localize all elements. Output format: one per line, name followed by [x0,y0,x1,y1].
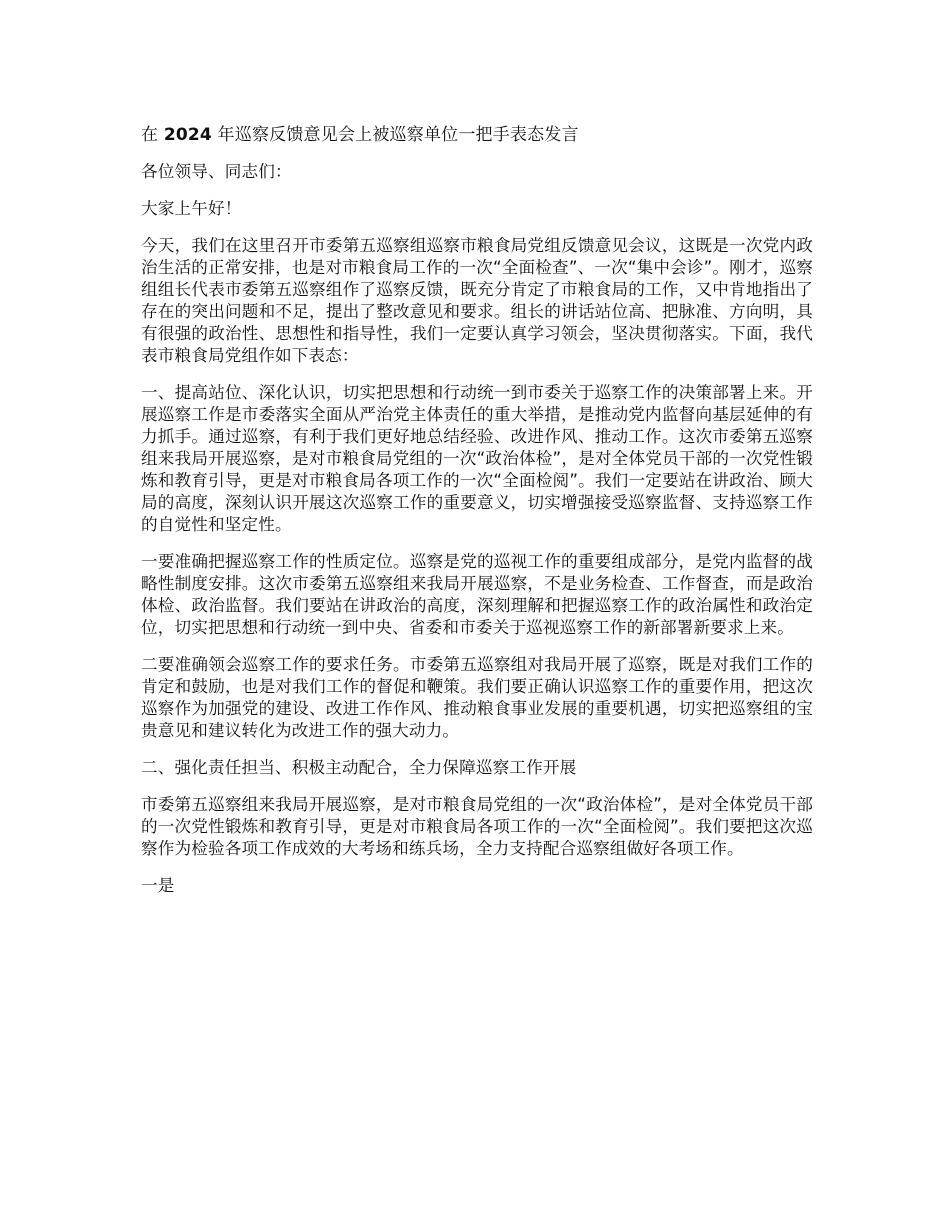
trailing-fragment: 一是 [141,876,175,895]
section-two-heading: 二、强化责任担当、积极主动配合，全力保障巡察工作开展 [141,758,577,777]
point-two-paragraph: 二要准确领会巡察工作的要求任务。市委第五巡察组对我局开展了巡察，既是对我们工作的肯定和鼓励，也是对我们工作的督促和鞭策。我们要正确认识巡察工作的重要作用，把这次巡察作为加强党的建设、改进工作作风、推动粮食事业发展的重要机遇，切实把巡察组的宝贵意见和建议转化为改进工作的强大动力。 [141,655,813,740]
point-one-paragraph: 一要准确把握巡察工作的性质定位。巡察是党的巡视工作的重要组成部分，是党内监督的战略性制度安排。这次市委第五巡察组来我局开展巡察，不是业务检查、工作督查，而是政治体检、政治监督。我们要站在讲政治的高度，深刻理解和把握巡察工作的政治属性和政治定位，切实把思想和行动统一到中央、省委和市委关于巡视巡察工作的新部署新要求上来。 [141,552,813,637]
document-page [141,120,813,897]
title-year: 2024 [163,125,212,145]
greeting: 大家上午好！ [141,199,242,218]
section-two-paragraph: 市委第五巡察组来我局开展巡察，是对市粮食局党组的一次“政治体检”，是对全体党员干部的一次党性锻炼和教育引导，更是对市粮食局各项工作的一次“全面检阅”。我们要把这次巡察作为检验各项工作成效的大考场和练兵场，全力支持配合巡察组做好各项工作。 [141,795,813,858]
salutation: 各位领导、同志们： [141,162,292,181]
title-rest: 年巡察反馈意见会上被巡察单位一把手表态发言 [217,125,579,145]
document-title [141,124,813,146]
title-prefix: 在 [141,125,159,145]
section-one-paragraph: 一、提高站位、深化认识，切实把思想和行动统一到市委关于巡察工作的决策部署上来。开展巡察工作是市委落实全面从严治党主体责任的重大举措，是推动党内监督向基层延伸的有力抓手。通过巡察，有利于我们更好地总结经验、改进作风、推动工作。这次市委第五巡察组来我局开展巡察，是对市粮食局党组的一次“政治体检”，是对全体党员干部的一次党性锻炼和教育引导，更是对市粮食局各项工作的一次“全面检阅”。我们一定要站在讲政治、顾大局的高度，深刻认识开展这次巡察工作的重要意义，切实增强接受巡察监督、支持巡察工作的自觉性和坚定性。 [141,383,813,534]
intro-paragraph: 今天，我们在这里召开市委第五巡察组巡察市粮食局党组反馈意见会议，这既是一次党内政治生活的正常安排，也是对市粮食局工作的一次“全面检查”、一次“集中会诊”。刚才，巡察组组长代表市委第五巡察组作了巡察反馈，既充分肯定了市粮食局的工作，又中肯地指出了存在的突出问题和不足，提出了整改意见和要求。组长的讲话站位高、把脉准、方向明，具有很强的政治性、思想性和指导性，我们一定要认真学习领会，坚决贯彻落实。下面，我代表市粮食局党组作如下表态： [141,236,813,365]
